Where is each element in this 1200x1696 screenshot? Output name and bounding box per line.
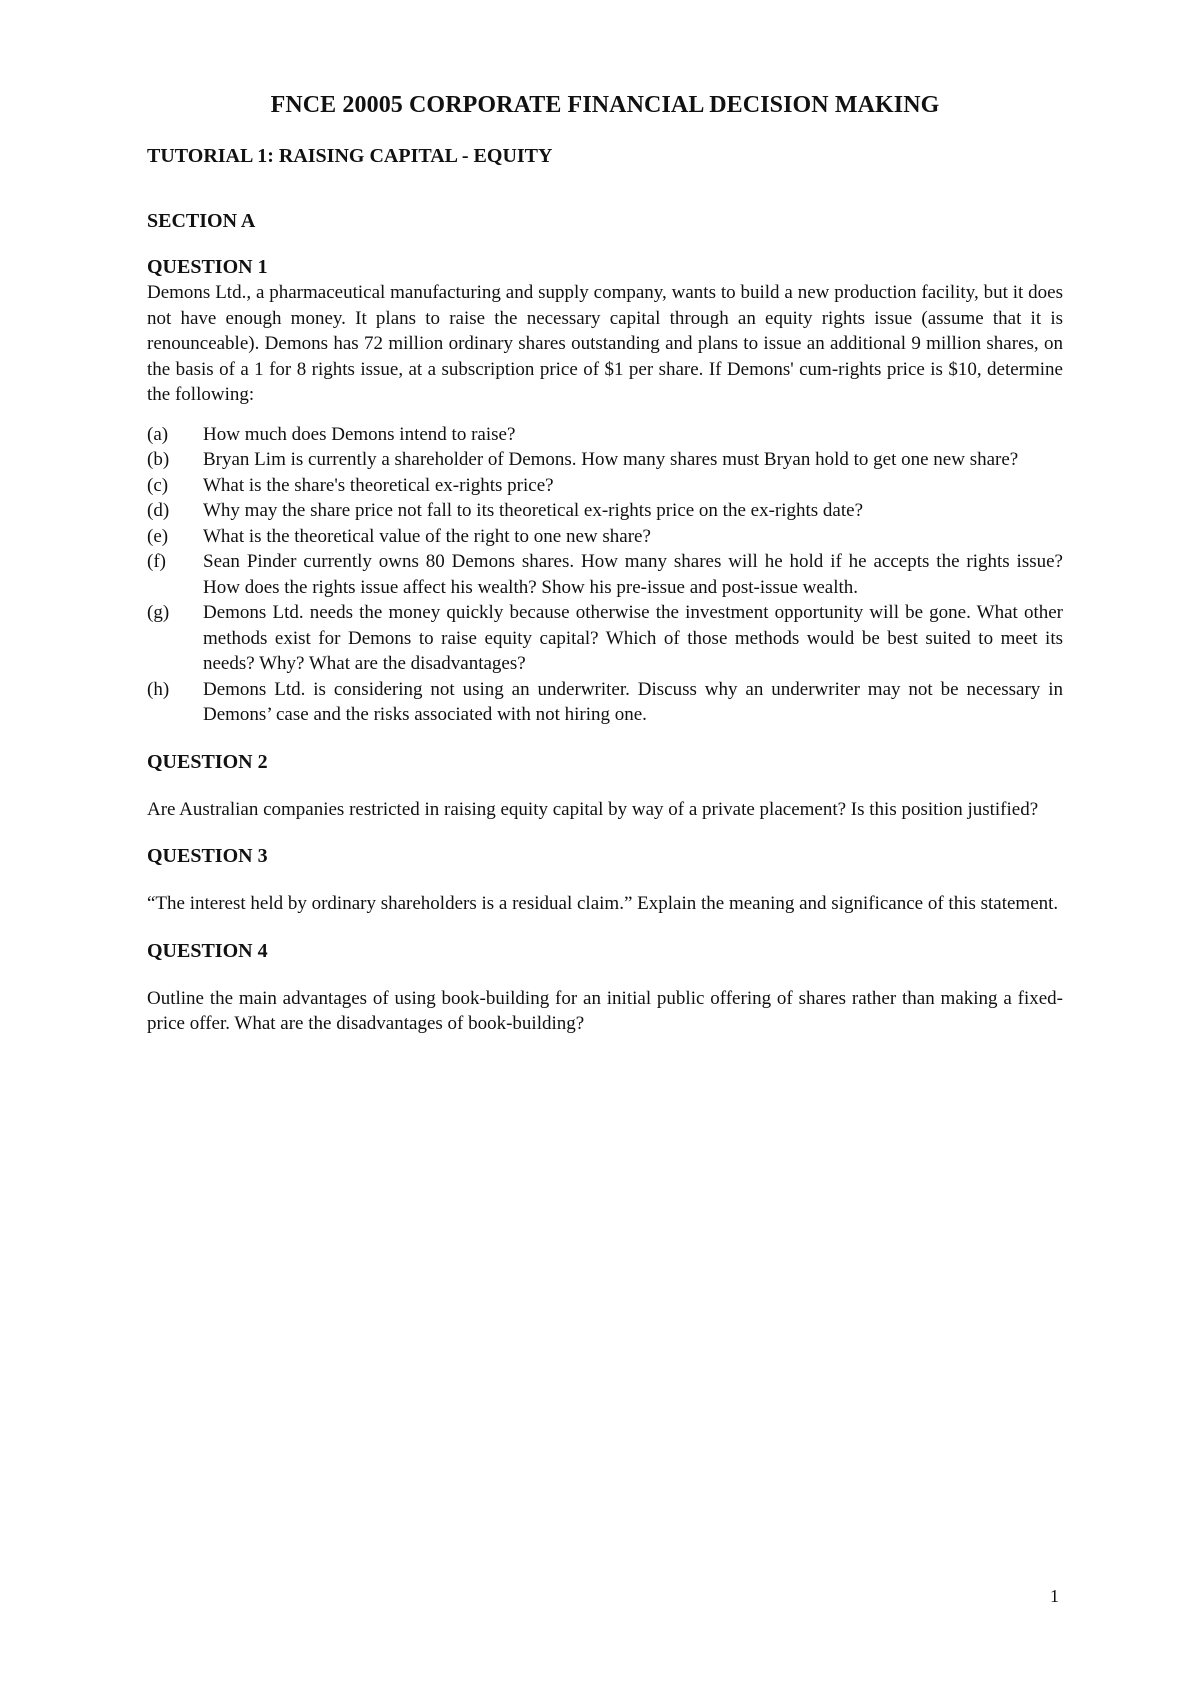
sub-question-text: Sean Pinder currently owns 80 Demons shares. How many shares will he hold if he accepts the rights issue? How does the rights issue affect his wealth? Show his pre-issue and post-issue wealth. bbox=[203, 551, 1063, 598]
document-page bbox=[147, 92, 1063, 1037]
question-body: Demons Ltd., a pharmaceutical manufacturing and supply company, wants to build a new production facility, but it does not have enough money. It plans to raise the necessary capital through an equity rights issue (assume that it is renounceable). Demons has 72 million ordinary shares outstanding and plans to issue an additional 9 million shares, on the basis of a 1 for 8 rights issue, at a subscription price of $1 per share. If Demons' cum-rights price is $10, determine the following: bbox=[147, 282, 1063, 405]
question-heading: QUESTION 4 bbox=[147, 939, 268, 962]
question-2 bbox=[147, 750, 1063, 823]
tutorial-title: TUTORIAL 1: RAISING CAPITAL - EQUITY bbox=[147, 145, 553, 167]
question-3 bbox=[147, 844, 1063, 917]
sub-question-text: Why may the share price not fall to its theoretical ex-rights price on the ex-rights date? bbox=[203, 500, 864, 521]
sub-question bbox=[147, 447, 1063, 473]
sub-question-text: Demons Ltd. needs the money quickly because otherwise the investment opportunity will be gone. What other methods exist for Demons to raise equity capital? Which of those methods would be best suited to meet its needs? Why? What are the disadvantages? bbox=[203, 602, 1063, 674]
sub-question-letter: (d) bbox=[147, 500, 170, 521]
sub-question-letter: (c) bbox=[147, 474, 169, 496]
sub-question-text: How much does Demons intend to raise? bbox=[203, 423, 516, 445]
sub-question bbox=[147, 422, 1063, 448]
sub-question-letter: (a) bbox=[147, 423, 169, 445]
sub-question-letter: (e) bbox=[147, 525, 169, 547]
sub-question-text: Demons Ltd. is considering not using an underwriter. Discuss why an underwriter may not be necessary in Demons’ case and the risks associated with not hiring one. bbox=[203, 678, 1063, 725]
sub-question bbox=[147, 473, 1063, 499]
sub-question-letter: (h) bbox=[147, 678, 170, 700]
sub-question bbox=[147, 549, 1063, 600]
sub-question-text: What is the theoretical value of the right to one new share? bbox=[203, 525, 651, 547]
sub-question-letter: (g) bbox=[147, 602, 170, 623]
page-number: 1 bbox=[1050, 1586, 1059, 1606]
question-body: Are Australian companies restricted in raising equity capital by way of a private placement? Is this position justified? bbox=[147, 798, 1039, 820]
sub-question-text: Bryan Lim is currently a shareholder of Demons. How many shares must Bryan hold to get one new share? bbox=[203, 449, 1019, 470]
sub-question-text: What is the share's theoretical ex-rights price? bbox=[203, 474, 554, 496]
question-heading: QUESTION 2 bbox=[147, 750, 268, 773]
section-title: SECTION A bbox=[147, 210, 256, 232]
sub-question-list bbox=[147, 422, 1063, 728]
sub-question bbox=[147, 524, 1063, 550]
sub-question bbox=[147, 600, 1063, 677]
question-1 bbox=[147, 255, 1063, 728]
question-body: Outline the main advantages of using book-building for an initial public offering of shares rather than making a fixed-price offer. What are the disadvantages of book-building? bbox=[147, 987, 1063, 1034]
question-4 bbox=[147, 939, 1063, 1037]
question-heading: QUESTION 3 bbox=[147, 845, 268, 867]
question-body: “The interest held by ordinary shareholders is a residual claim.” Explain the meaning and significance of this statement. bbox=[147, 893, 1059, 914]
sub-question bbox=[147, 677, 1063, 728]
question-heading: QUESTION 1 bbox=[147, 256, 268, 278]
sub-question-letter: (b) bbox=[147, 449, 170, 470]
sub-question bbox=[147, 498, 1063, 524]
sub-question-letter: (f) bbox=[147, 551, 166, 572]
document-title: FNCE 20005 CORPORATE FINANCIAL DECISION MAKING bbox=[270, 92, 940, 118]
